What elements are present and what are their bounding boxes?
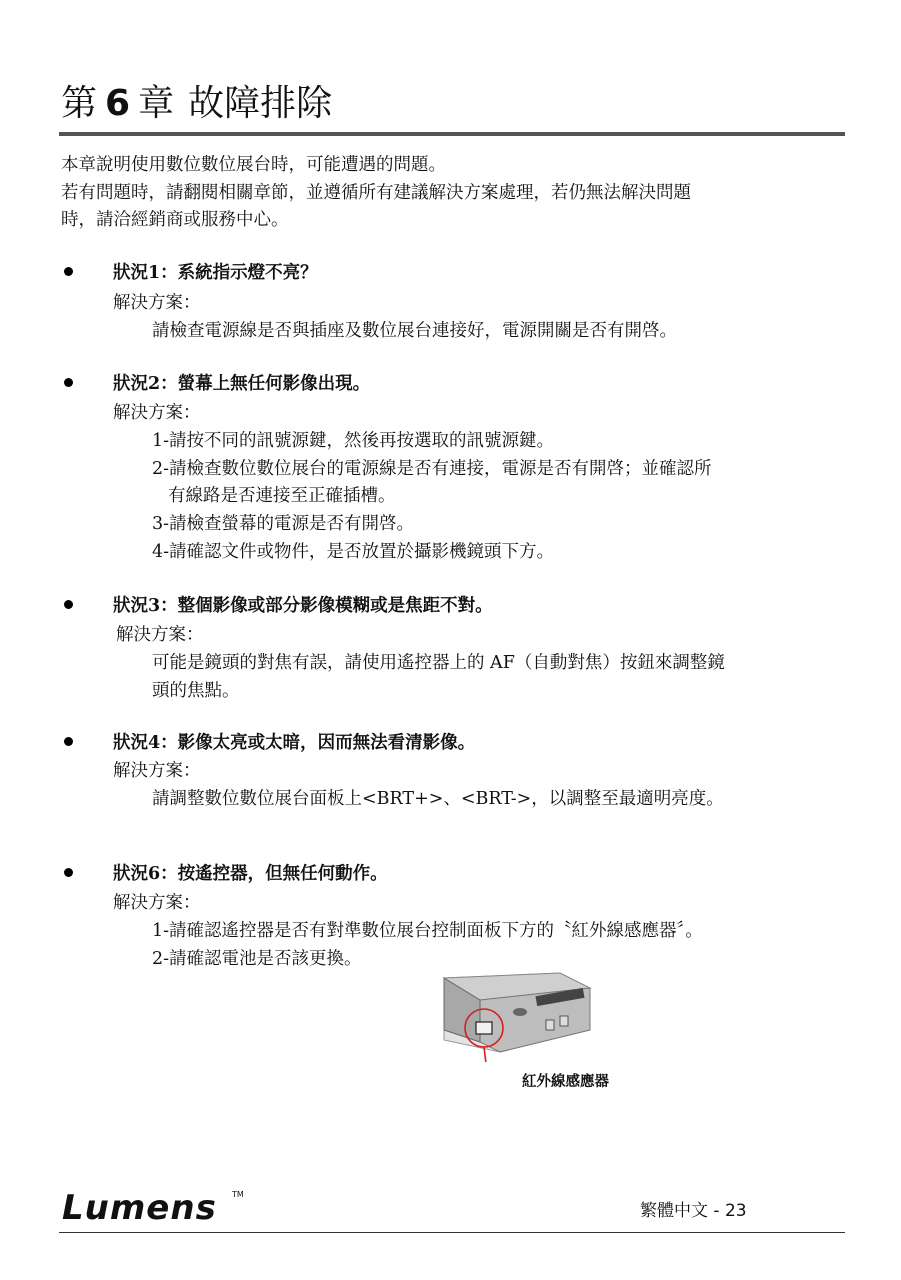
solution-line: 1-請按不同的訊號源鍵，然後再按選取的訊號源鍵。 <box>152 431 555 451</box>
chapter-title <box>61 82 332 126</box>
solution-line: 2-請檢查數位數位展台的電源線是否有連接，電源是否有開啓；並確認所 <box>152 459 712 479</box>
footer-rule <box>59 1232 845 1233</box>
intro-line: 若有問題時，請翻閱相關章節，並遵循所有建議解決方案處理，若仍無法解決問題 <box>61 183 691 203</box>
solution-label: 解決方案： <box>113 403 201 423</box>
ir-sensor-figure <box>440 970 592 1062</box>
figure-caption: 紅外線感應器 <box>522 1074 609 1090</box>
solution-line: 3-請檢查螢幕的電源是否有開啓。 <box>152 514 415 534</box>
bullet-icon <box>64 868 73 877</box>
intro-line: 本章說明使用數位數位展台時，可能遭遇的問題。 <box>61 155 446 175</box>
chapter-number: 6 <box>105 83 131 124</box>
chapter-suffix: 章 <box>138 83 175 124</box>
bullet-icon <box>64 600 73 609</box>
solution-line: 1-請確認遙控器是否有對準數位展台控制面板下方的〝紅外線感應器〞。 <box>152 921 703 941</box>
trademark-mark: TM <box>232 1190 244 1199</box>
title-rule <box>59 132 845 136</box>
solution-line: 請檢查電源線是否與插座及數位展台連接好，電源開關是否有開啓。 <box>152 321 677 341</box>
solution-line: 請調整數位數位展台面板上<BRT+>、<BRT->，以調整至最適明亮度。 <box>152 789 724 809</box>
solution-label: 解決方案： <box>113 893 201 913</box>
solution-label: 解決方案： <box>116 625 204 645</box>
case-title: 狀況2：螢幕上無任何影像出現。 <box>113 374 371 394</box>
page-number: 繁體中文 - 23 <box>640 1201 747 1221</box>
solution-label: 解決方案： <box>113 293 201 313</box>
intro-line: 時，請洽經銷商或服務中心。 <box>61 210 289 230</box>
solution-line: 2-請確認電池是否該更換。 <box>152 949 362 969</box>
bullet-icon <box>64 378 73 387</box>
solution-line: 4-請確認文件或物件，是否放置於攝影機鏡頭下方。 <box>152 542 555 562</box>
chapter-prefix: 第 <box>61 83 98 124</box>
bullet-icon <box>64 737 73 746</box>
case-title: 狀況6：按遙控器，但無任何動作。 <box>113 864 388 884</box>
bullet-icon <box>64 267 73 276</box>
lumens-logo: Lumens <box>62 1188 217 1228</box>
chapter-name: 故障排除 <box>188 83 333 124</box>
solution-label: 解決方案： <box>113 761 201 781</box>
solution-line: 可能是鏡頭的對焦有誤，請使用遙控器上的 AF（自動對焦）按鈕來調整鏡 <box>152 653 725 673</box>
case-title: 狀況4：影像太亮或太暗，因而無法看清影像。 <box>113 733 476 753</box>
case-title: 狀況1：系統指示燈不亮？ <box>113 263 318 283</box>
solution-line: 頭的焦點。 <box>152 681 240 701</box>
solution-line: 有線路是否連接至正確插槽。 <box>168 486 396 506</box>
case-title: 狀況3：整個影像或部分影像模糊或是焦距不對。 <box>113 596 493 616</box>
